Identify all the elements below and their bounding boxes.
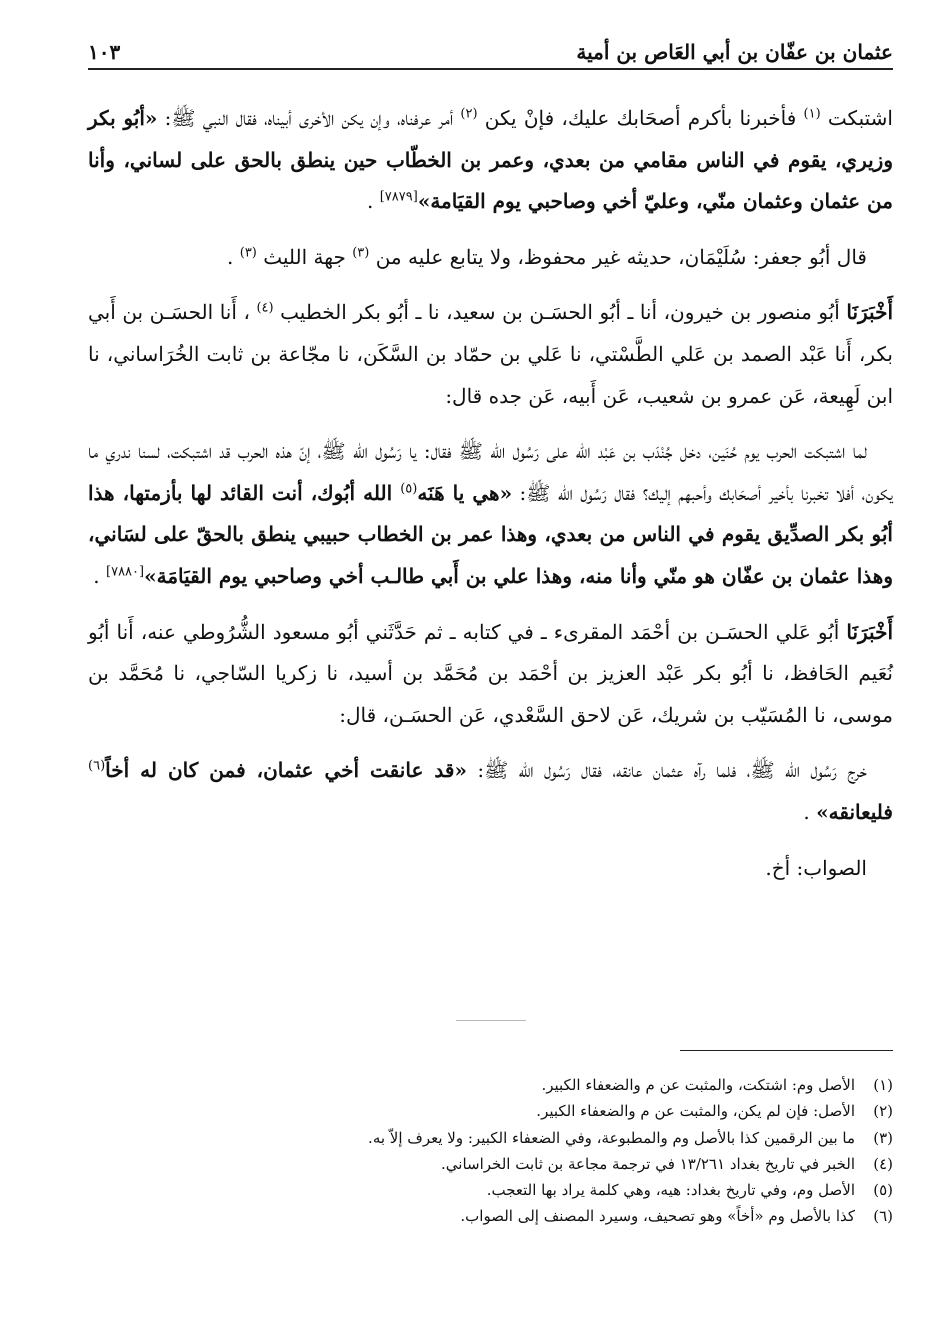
footnote [240, 1098, 893, 1124]
text-run: اشتبكت [820, 106, 893, 130]
footnote-reference: (١) [803, 106, 821, 122]
footnote-reference: [٧٨٨٠] [106, 564, 145, 580]
footnote-number: (٢) [873, 1102, 893, 1121]
faint-rule [456, 1020, 526, 1021]
text-run: . [93, 563, 107, 588]
footnote [240, 1072, 893, 1098]
footnote-text: الخبر في تاريخ بغداد ١٣/٢٦١ في ترجمة مجاعة بن ثابت الخراساني. [441, 1154, 855, 1173]
footnote-number: (٣) [873, 1128, 893, 1147]
footnote [240, 1125, 893, 1151]
text-run: لما اشتبكت الحرب يوم حُنَين، دخل جُنْدَب بن عَبْد اللّه على رَسُول الله ﷺ فقال: يا رَسُول الله ﷺ، إنّ هذه الحرب قد اشتبكت، لسنا ندري ما يكون، أفلا تخبرنا بأخير أصحَابك وأحبهم إليك؟ فقال رَسُول الله ﷺ: [88, 439, 894, 505]
bold-text: الله أبُوك، أنت القائد لها بأزمتها، هذا أبُو بكر الصدِّيق يقوم في الناس من بعدي، وهذا عمر بن الخطاب حبيبي ينطق بالحقّ على لسَاني، وهذا عثمان بن عفّان هو منّي وأنا منه، وهذا علي بن أَبي طالـب أخي وصاحبي يوم القيَامَة» [88, 480, 893, 588]
footnotes [240, 1072, 893, 1230]
bold-text: «هي يا هَنَه [417, 480, 513, 505]
text-run: ، أَنا الحسَـن بن أَبي بكر، أَنا عَبْد الصمد بن عَلي الطَّسْتي، نا عَلي بن حمّاد بن السَّكَن، نا مجّاعة بن ثابت الخُرَاساني، نا ابن لَهِيعة، عَن عمرو بن شعيب، عَن أَبيه، عَن جده قال: [88, 300, 893, 408]
text-run: . [803, 799, 817, 824]
page-header [88, 36, 893, 70]
footnote-reference: (٢) [460, 106, 478, 122]
footnote-number: (١) [873, 1076, 893, 1094]
text-run: . [227, 244, 240, 269]
text-run: أبُو منصور بن خيرون، أنا ـ أبُو الحسَـن بن سعيد، نا ـ أبُو بكر الخطيب [273, 300, 847, 325]
footnote-reference: [٧٨٧٩] [379, 189, 418, 205]
text-run: أمر عرفناه، وإن يكن الأخرى أبيناه، فقال النبي ﷺ: [157, 106, 461, 130]
text-run: فأخبرنا بأكرم أصحَابك عليك، فإنْ يكن [477, 106, 804, 130]
text-run: أبُو عَلي الحسَـن بن أحْمَد المقرىء ـ في كتابه ـ ثم حَدَّثَني أبُو مسعود الشُّرُوطي عنه، أَنا أبُو نُعَيم الحَافظ، نا أبُو بكر عَبْد العزيز بن أحْمَد بن مُحَمَّد بن أسيد، نا زكريا السّاجي، نا مُحَمَّد بن موسى، نا المُسَيّب بن شريك، عَن لاحق السَّعْدي، عَن الحسَـن، قال: [88, 619, 893, 727]
paragraph [88, 750, 893, 833]
text-run: خرج رَسُول الله ﷺ، فلما رآه عثمان عانقه، فقال رَسُول الله ﷺ: [466, 758, 867, 783]
footnote-reference: (٣) [239, 245, 257, 261]
footnote-reference: (٦) [88, 758, 106, 774]
footnote-text: الأصل: فإن لم يكن، والمثبت عن م والضعفاء الكبير. [536, 1102, 855, 1121]
footnote [240, 1203, 893, 1229]
main-text [88, 98, 893, 889]
footnote-number: (٥) [873, 1181, 893, 1200]
paragraph [88, 292, 893, 417]
footnote-text: كذا بالأصل وم «أخاً» وهو تصحيف، وسيرد المصنف إلى الصواب. [460, 1207, 855, 1226]
paragraph [88, 431, 893, 597]
bold-text: «أبُو بكر وزيري، يقوم في الناس مقامي من بعدي، وعمر بن الخطّاب حين ينطق بالحق على لساني، وأنا من عثمان وعثمان منّي، وعليّ أخي وصاحبي يوم القيَامة» [88, 106, 893, 214]
footnote-text: الأصل وم: اشتكت، والمثبت عن م والضعفاء الكبير. [541, 1076, 855, 1094]
paragraph [88, 237, 893, 279]
footnote-number: (٤) [873, 1154, 893, 1173]
running-title: عثمان بن عفّان بن أبي العَاص بن أمية [576, 40, 893, 64]
footnote [240, 1177, 893, 1203]
paragraph [88, 612, 893, 737]
footnote-reference: (٤) [256, 300, 274, 316]
footnote-separator [680, 1050, 893, 1051]
bold-text: «قد عانقت أخي عثمان، فمن كان له أخاً [105, 758, 467, 783]
page-number: ١٠٣ [88, 40, 121, 64]
footnote-number: (٦) [873, 1207, 893, 1226]
text-run: قال أبُو جعفر: سُلَيْمَان، حديثه غير محفوظ، ولا يتابع عليه من [369, 244, 867, 269]
paragraph [88, 98, 893, 223]
footnote-reference: (٣) [352, 245, 370, 261]
bold-text: أَخْبَرَنَا [846, 300, 893, 325]
text-run: . [367, 189, 380, 214]
bold-text: أَخْبَرَنَا [846, 619, 893, 644]
bold-text: فليعانقه» [816, 799, 893, 824]
text-run: جهة الليث [256, 244, 353, 269]
footnote-text: ما بين الرقمين كذا بالأصل وم والمطبوعة، وفي الضعفاء الكبير: ولا يعرف إلاّ به. [368, 1128, 855, 1147]
footnote [240, 1151, 893, 1177]
correction-note: الصواب: أخ. [765, 855, 867, 880]
footnote-reference: (٥) [400, 481, 418, 497]
footnote-text: الأصل وم، وفي تاريخ بغداد: هيه، وهي كلمة يراد بها التعجب. [486, 1181, 855, 1200]
